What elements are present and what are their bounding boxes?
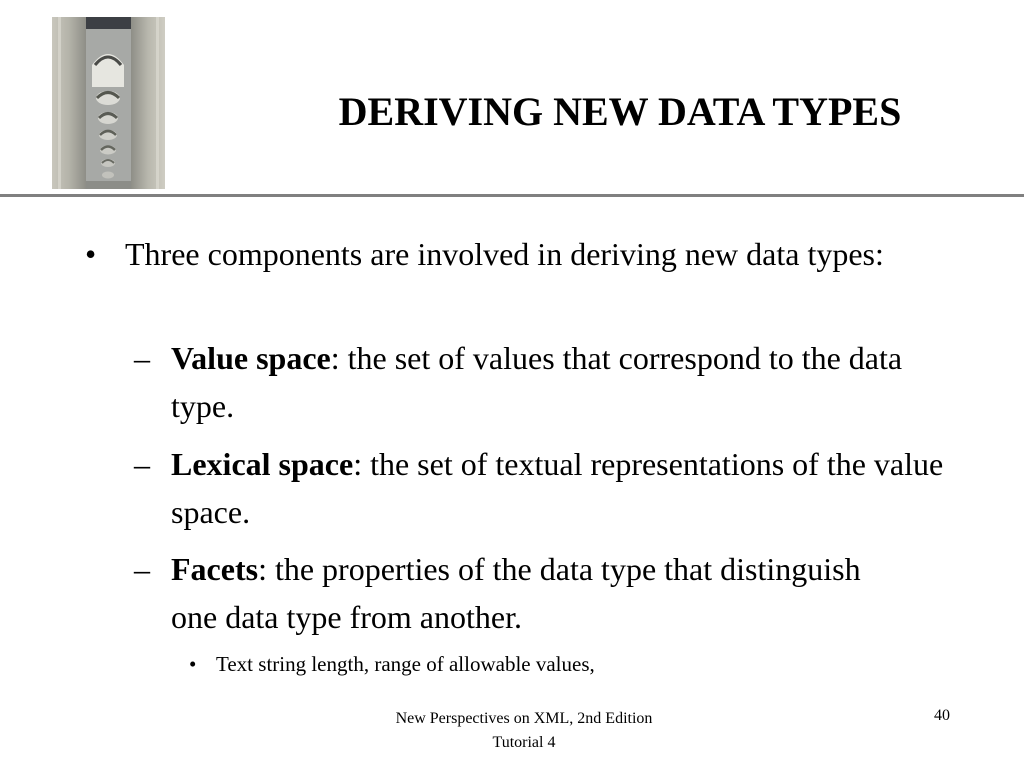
dash-marker: –: [134, 551, 150, 587]
definition-value-space: : the set of values that correspond to the data type.: [171, 340, 903, 424]
main-bullet: [85, 230, 925, 278]
dash-marker: –: [134, 446, 150, 482]
term-value-space: Value space: [171, 340, 331, 376]
footer-tutorial: Tutorial 4: [492, 734, 556, 751]
footer: [324, 707, 724, 755]
definition-lexical-space: : the set of textual representations of the value space.: [171, 446, 944, 530]
sub-bullet-facets: [134, 545, 871, 641]
bullet-marker-small: •: [189, 652, 197, 676]
bridge-arch-photo: [52, 17, 165, 189]
bullet-marker: •: [85, 236, 97, 272]
term-lexical-space: Lexical space: [171, 446, 354, 482]
sub-bullet-value-space: [134, 334, 961, 430]
title-divider: [0, 194, 1024, 197]
sub-sub-bullet: [189, 650, 916, 678]
slide-title: DERIVING NEW DATA TYPES: [338, 89, 902, 134]
definition-facets: : the properties of the data type that distinguish one data type from another.: [171, 551, 861, 635]
term-facets: Facets: [171, 551, 259, 587]
main-bullet-text: Three components are involved in deriving new data types:: [125, 236, 884, 272]
page-number: 40: [934, 707, 950, 724]
dash-marker: –: [134, 340, 150, 376]
sub-bullet-lexical-space: [134, 440, 961, 536]
sub-sub-bullet-text: Text string length, range of allowable values,: [216, 652, 595, 676]
footer-book-title: New Perspectives on XML, 2nd Edition: [395, 710, 653, 727]
